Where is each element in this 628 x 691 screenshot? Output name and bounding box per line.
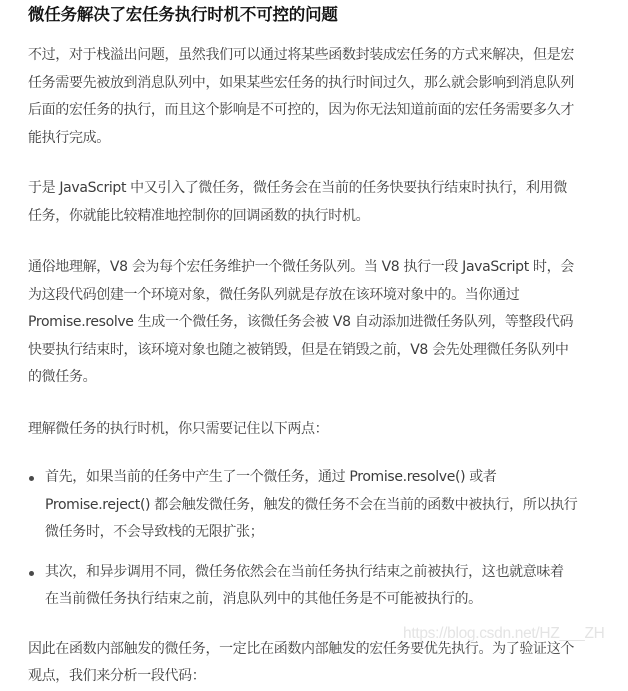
text-line: 任务，你就能比较精准地控制你的回调函数的执行时机。 xyxy=(28,207,370,224)
text-line: 微任务时，不会导致栈的无限扩张； xyxy=(45,524,264,540)
text-line: 的微任务。 xyxy=(28,369,97,385)
text-line: 在当前微任务执行结束之前，消息队列中的其他任务是不可能被执行的。 xyxy=(45,591,482,607)
watermark: https://blog.csdn.net/HZ___ZH xyxy=(403,625,605,642)
text-line: 后面的宏任务的执行，而且这个影响是不可控的，因为你无法知道前面的宏任务需要多久才 xyxy=(28,102,574,118)
paragraph-two-points xyxy=(28,416,608,444)
text-line: 为这段代码创建一个环境对象，微任务队列就是存放在该环境对象中的。当你通过 xyxy=(28,286,520,303)
text-line: 快要执行结束时，该环境对象也随之被销毁，但是在销毁之前，V8 会先处理微任务队列中 xyxy=(28,341,569,358)
section-heading: 微任务解决了宏任务执行时机不可控的问题 xyxy=(28,5,338,24)
text-line: Promise.resolve 生成一个微任务，该微任务会被 V8 自动添加进微任务队列，等整段代码 xyxy=(28,314,574,330)
text-line: 任务需要先被放到消息队列中，如果某些宏任务的执行时间过久，那么就会影响到消息队列 xyxy=(28,74,574,91)
text-line: 不过，对于栈溢出问题，虽然我们可以通过将某些函数封装成宏任务的方式来解决，但是宏 xyxy=(28,47,574,63)
text-line: 能执行完成。 xyxy=(28,129,110,146)
text-line: 首先，如果当前的任务中产生了一个微任务，通过 Promise.resolve() 或者 xyxy=(45,469,497,485)
bullet-dot-icon xyxy=(29,476,34,481)
article-body xyxy=(28,0,608,691)
paragraph-stack-overflow xyxy=(28,42,608,152)
paragraph-conclusion xyxy=(28,636,608,691)
text-line: 理解微任务的执行时机，你只需要记住以下两点： xyxy=(28,420,329,437)
text-line: 通俗地理解，V8 会为每个宏任务维护一个微任务队列。当 V8 执行一段 JavaScript 时，会 xyxy=(28,259,574,275)
bullet-dot-icon xyxy=(29,571,34,576)
text-line: 于是 JavaScript 中又引入了微任务，微任务会在当前的任务快要执行结束时执行，利用微 xyxy=(28,180,567,196)
bullet-list xyxy=(28,464,608,614)
text-line: 因此在函数内部触发的微任务，一定比在函数内部触发的宏任务要优先执行。为了验证这个 xyxy=(28,640,574,657)
paragraph-v8-queue xyxy=(28,254,608,392)
text-line: 其次，和异步调用不同，微任务依然会在当前任务执行结束之前被执行，这也就意味着 xyxy=(45,563,564,580)
list-item xyxy=(28,464,608,547)
text-line: Promise.reject() 都会触发微任务，触发的微任务不会在当前的函数中被执行，所以执行 xyxy=(45,496,578,513)
paragraph-microtask-intro xyxy=(28,175,608,230)
list-item xyxy=(28,559,608,614)
text-line: 观点，我们来分析一段代码： xyxy=(28,668,206,684)
